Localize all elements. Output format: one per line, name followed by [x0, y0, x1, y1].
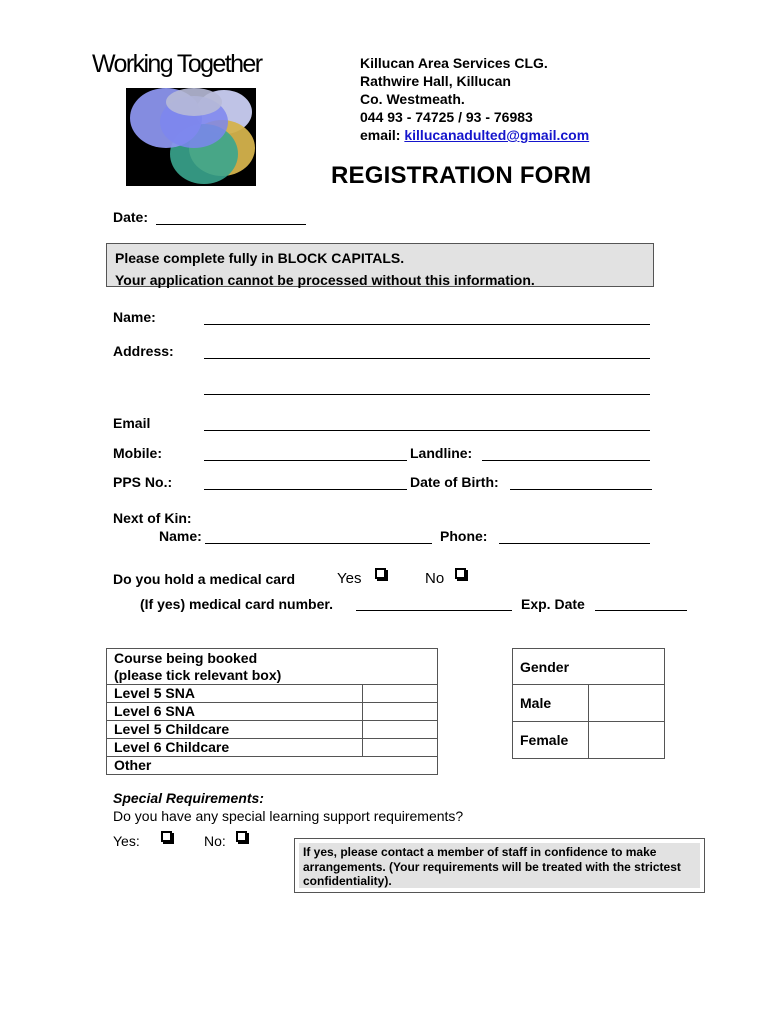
mobile-field[interactable]	[204, 460, 407, 461]
table-row	[107, 739, 438, 757]
table-row	[513, 685, 665, 722]
logo-circle-grey	[166, 88, 222, 116]
page-title: REGISTRATION FORM	[331, 162, 592, 189]
gender-header: Gender	[513, 649, 665, 685]
table-row	[107, 685, 438, 703]
medical-number-label: (If yes) medical card number.	[140, 596, 333, 612]
course-header-cell	[107, 649, 438, 685]
medical-no-checkbox[interactable]	[455, 568, 466, 579]
pps-field[interactable]	[204, 489, 407, 490]
course-name: Level 5 Childcare	[107, 721, 363, 739]
exp-date-field[interactable]	[595, 610, 687, 611]
course-tick-box-level6-childcare[interactable]	[363, 739, 438, 757]
special-yes-checkbox[interactable]	[161, 831, 172, 842]
course-header-line-2: (please tick relevant box)	[114, 666, 282, 683]
course-name: Level 6 Childcare	[107, 739, 363, 757]
address-label: Address:	[113, 343, 174, 359]
logo-title: Working Together	[92, 50, 262, 78]
kin-phone-label: Phone:	[440, 528, 488, 544]
table-row	[107, 721, 438, 739]
date-field[interactable]	[156, 224, 306, 225]
organisation-address	[360, 54, 589, 144]
notice-line-1: Please complete fully in BLOCK CAPITALS.	[115, 250, 405, 266]
course-header-line-1: Course being booked	[114, 649, 258, 666]
dob-field[interactable]	[510, 489, 652, 490]
gender-table-header	[513, 649, 665, 685]
kin-phone-field[interactable]	[499, 543, 650, 544]
medical-yes-checkbox[interactable]	[375, 568, 386, 579]
org-email-link[interactable]: killucanadulted@gmail.com	[404, 127, 590, 143]
org-email-row	[360, 126, 589, 144]
notice-line-2: Your application cannot be processed without this information.	[115, 272, 535, 288]
confidentiality-note-box	[294, 838, 705, 893]
dob-label: Date of Birth:	[410, 474, 499, 490]
gender-table	[512, 648, 665, 759]
course-name: Level 6 SNA	[107, 703, 363, 721]
org-county: Co. Westmeath.	[360, 91, 465, 107]
special-requirements-title: Special Requirements:	[113, 790, 264, 806]
course-name-other[interactable]: Other	[107, 757, 438, 775]
address-field-line-2[interactable]	[204, 394, 650, 395]
pps-label: PPS No.:	[113, 474, 173, 490]
special-yes-label: Yes:	[113, 833, 140, 849]
medical-card-question: Do you hold a medical card	[113, 571, 296, 587]
special-no-label: No:	[204, 833, 226, 849]
logo-circles-graphic	[124, 84, 258, 188]
landline-field[interactable]	[482, 460, 650, 461]
table-row	[107, 703, 438, 721]
org-email-label: email:	[360, 127, 401, 143]
special-requirements-question: Do you have any special learning support requirements?	[113, 808, 464, 824]
gender-tick-box-male[interactable]	[589, 685, 665, 722]
name-field[interactable]	[204, 324, 650, 325]
gender-option: Female	[513, 722, 589, 759]
course-tick-box-level5-childcare[interactable]	[363, 721, 438, 739]
course-tick-box-level5-sna[interactable]	[363, 685, 438, 703]
org-phone: 044 93 - 74725 / 93 - 76983	[360, 109, 533, 125]
kin-name-label: Name:	[159, 528, 202, 544]
table-row	[107, 757, 438, 775]
special-no-checkbox[interactable]	[236, 831, 247, 842]
course-table-header	[107, 649, 438, 685]
course-table	[106, 648, 438, 775]
block-capitals-notice	[106, 243, 654, 287]
confidentiality-note: If yes, please contact a member of staff in confidence to make arrangements. (Your requirements will be treated with the strictest confidentiality).	[299, 843, 700, 888]
email-label: Email	[113, 415, 151, 431]
name-label: Name:	[113, 309, 156, 325]
course-tick-box-level6-sna[interactable]	[363, 703, 438, 721]
org-address-line: Rathwire Hall, Killucan	[360, 73, 511, 89]
medical-no-label: No	[425, 570, 445, 587]
date-label: Date:	[113, 209, 149, 225]
medical-yes-label: Yes	[337, 570, 362, 587]
exp-date-label: Exp. Date	[521, 596, 585, 612]
mobile-label: Mobile:	[113, 445, 162, 461]
landline-label: Landline:	[410, 445, 473, 461]
org-name: Killucan Area Services CLG.	[360, 55, 548, 71]
next-of-kin-heading: Next of Kin:	[113, 510, 192, 526]
kin-name-field[interactable]	[205, 543, 432, 544]
address-field-line-1[interactable]	[204, 358, 650, 359]
email-field[interactable]	[204, 430, 650, 431]
gender-option: Male	[513, 685, 589, 722]
medical-number-field[interactable]	[356, 610, 512, 611]
table-row	[513, 722, 665, 759]
course-name: Level 5 SNA	[107, 685, 363, 703]
gender-tick-box-female[interactable]	[589, 722, 665, 759]
